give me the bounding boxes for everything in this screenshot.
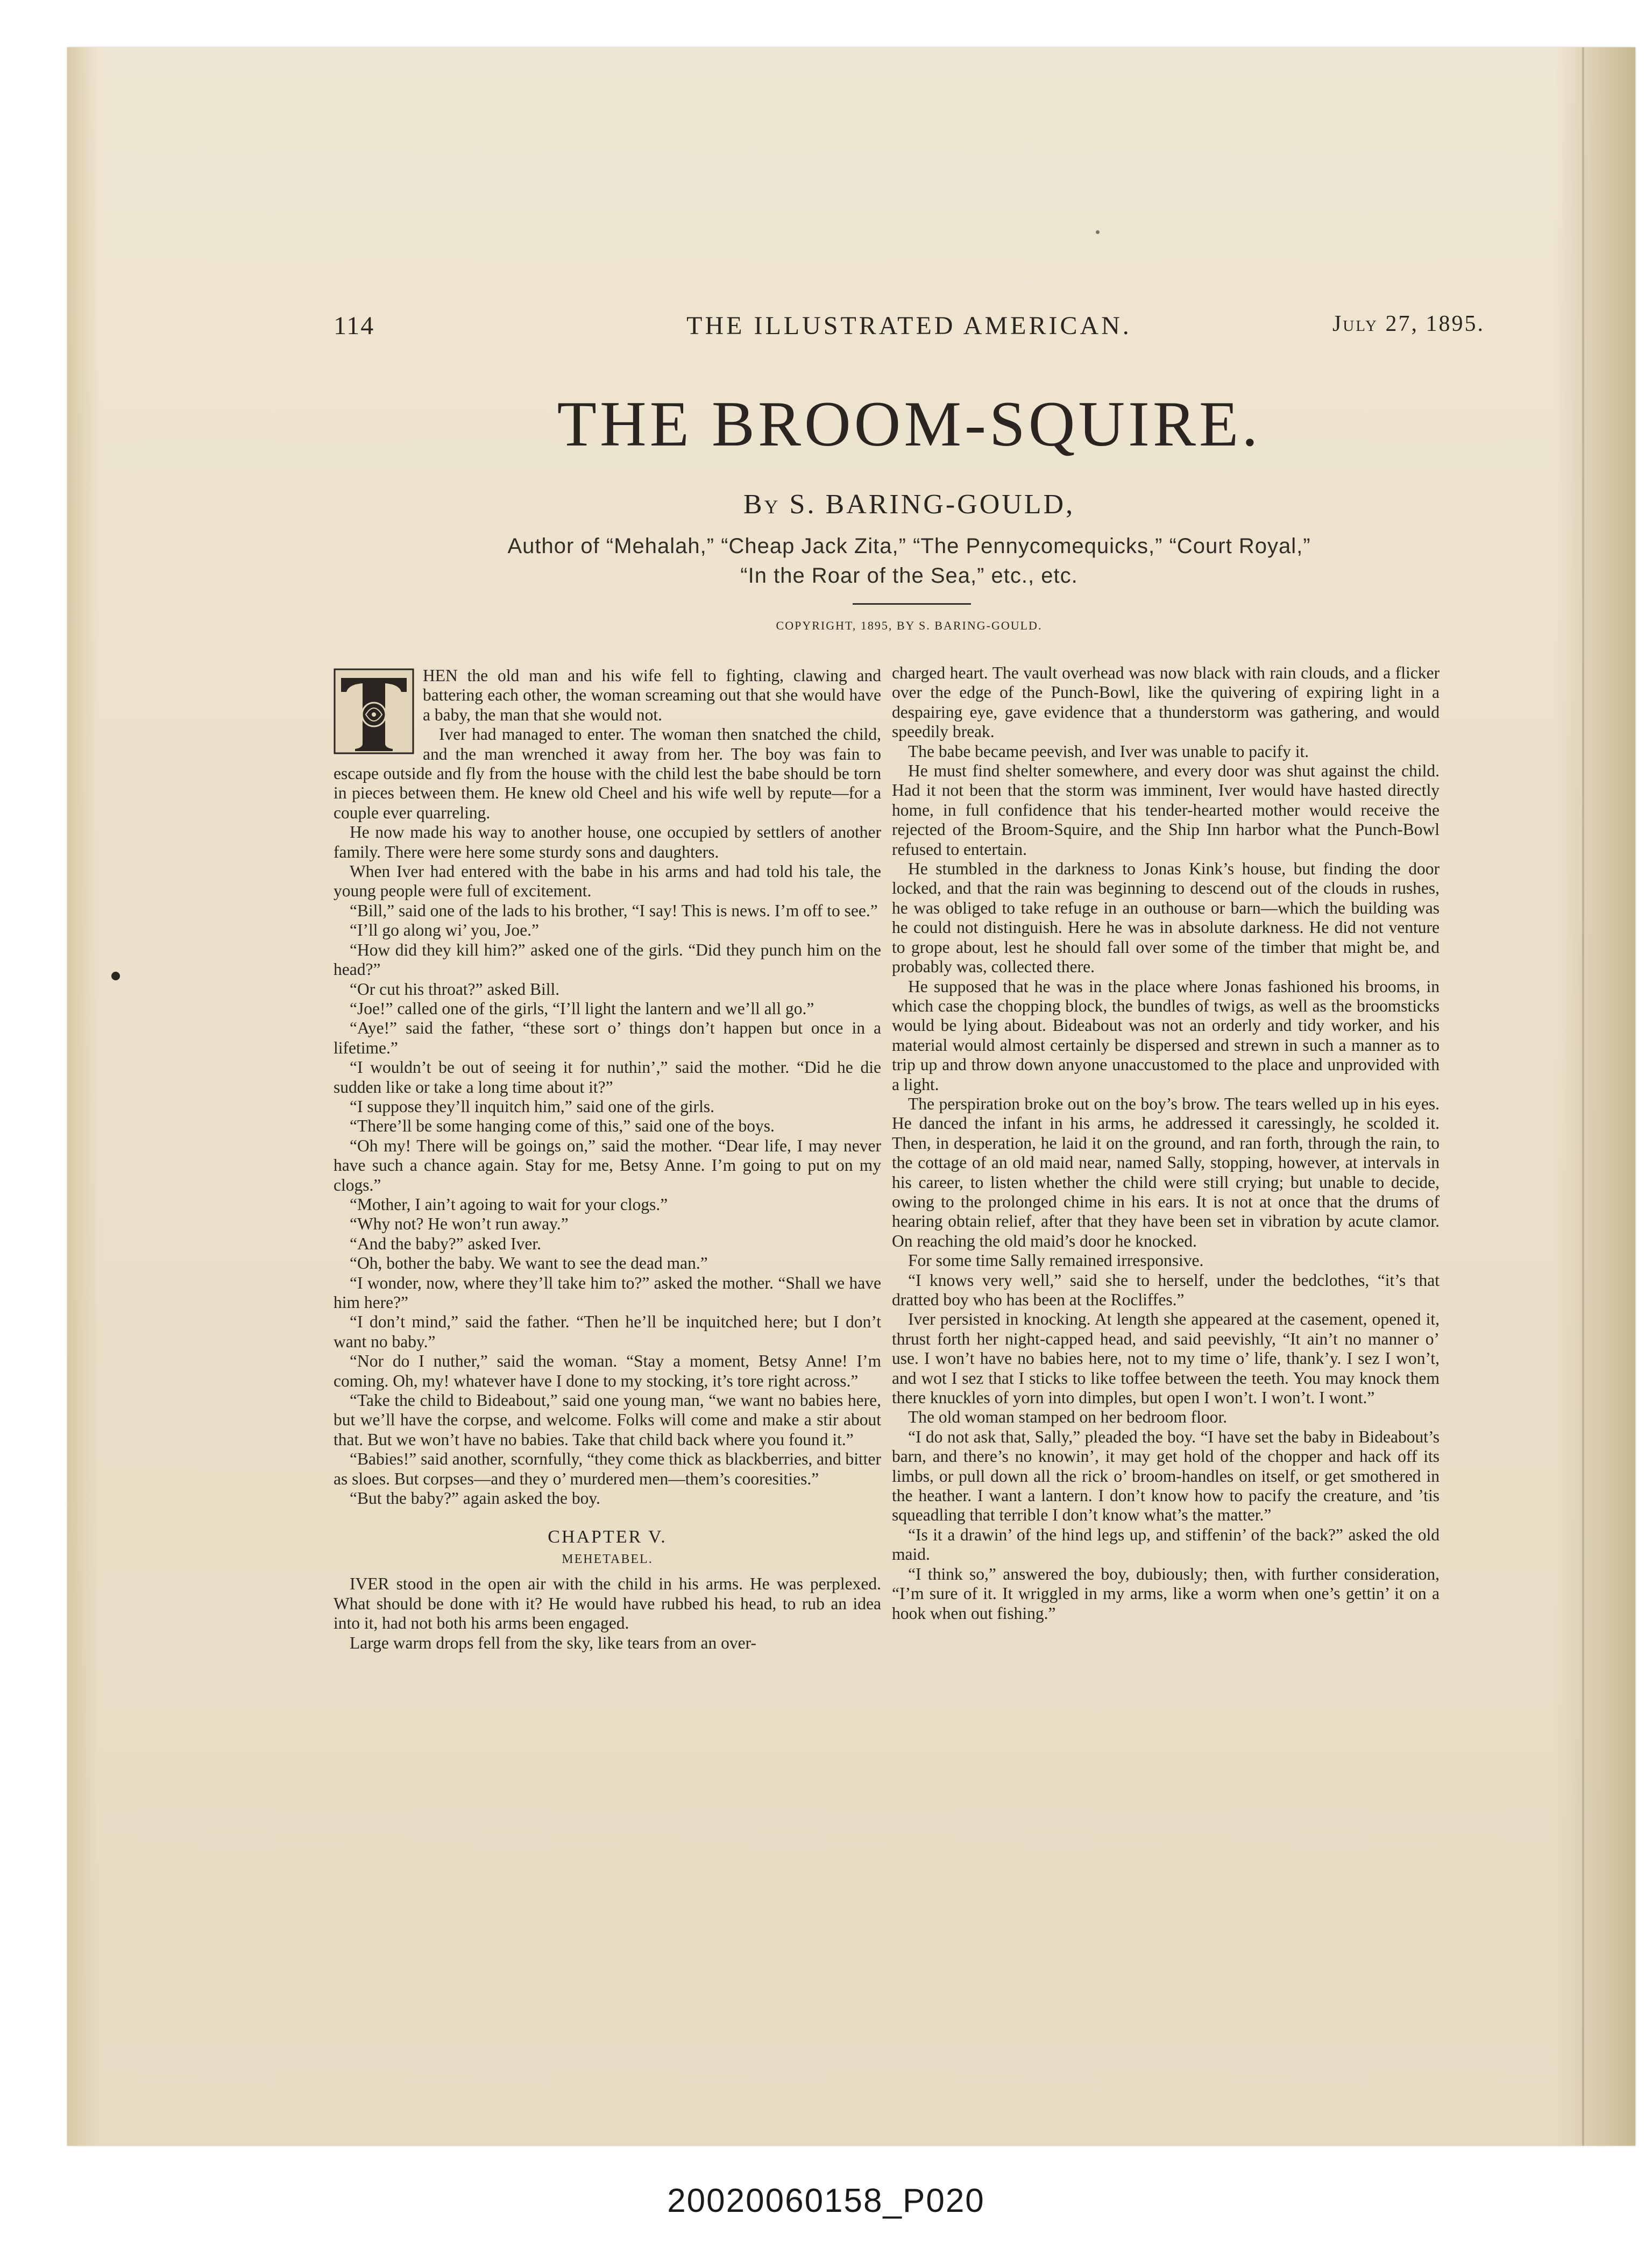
paragraph: He must find shelter somewhere, and every door was shut against the child. Had it not been that the storm was imminent, Iver would have hasted directly home, in full confidence that his tender-hearted mother would receive the rejected of the Broom-Squire, and the Ship Inn harbor what the Punch-Bowl refused to entertain. xyxy=(892,761,1440,859)
paragraph: “There’ll be some hanging come of this,” said one of the boys. xyxy=(350,1116,775,1136)
article-title: THE BROOM-SQUIRE. xyxy=(557,388,1261,459)
paragraph: When Iver had entered with the babe in his arms and had told his tale, the young people were full of excitement. xyxy=(334,862,881,901)
chapter-text xyxy=(334,1574,881,1653)
catalog-id: 20020060158_P020 xyxy=(667,2182,985,2219)
ink-speck xyxy=(1096,230,1100,234)
paragraph: “I’ll go along wi’ you, Joe.” xyxy=(350,921,539,940)
title-rule xyxy=(853,603,971,605)
paragraph: “Aye!” said the father, “these sort o’ things don’t happen but once in a lifetime.” xyxy=(334,1019,881,1057)
paragraph: The perspiration broke out on the boy’s brow. The tears welled up in his eyes. He danced the infant in his arms, he addressed it caressingly, he scolded it. Then, in desperation, he laid it on the ground, and ran forth, through the rain, to the cottage of an old maid near, named Sally, stopping, however, at intervals in his career, to listen whether the child were still crying; but unable to decide, owing to the prolonged chime in his ears. It is not at once that the drums of hearing obtain relief, after that they have been set in vibration by acute clamor. On reaching the old maid’s door he knocked. xyxy=(892,1094,1440,1250)
paragraph: “Babies!” said another, scornfully, “they come thick as blackberries, and bitter as sloes. But corpses—and they o’ murdered men—them’s cooresities.” xyxy=(334,1449,881,1488)
paragraph: “Why not? He won’t run away.” xyxy=(350,1214,569,1234)
paragraph: “Bill,” said one of the lads to his brother, “I say! This is news. I’m off to see.” xyxy=(350,901,878,920)
author-works-line-2: “In the Roar of the Sea,” etc., etc. xyxy=(740,564,1078,588)
paragraph: charged heart. The vault overhead was now black with rain clouds, and a flicker over the edge of the Punch-Bowl, like the quivering of expiring light in a despairing eye, gave evidence that a thunderstorm was gathering, and would speedily break. xyxy=(892,663,1440,741)
paragraph: HEN the old man and his wife fell to fighting, clawing and battering each other, the woman screaming out that she would have a baby, the man that she would not. xyxy=(423,666,881,724)
issue-date: July 27, 1895. xyxy=(1332,312,1485,336)
page-fold-line xyxy=(1582,47,1584,2146)
right-column xyxy=(892,663,1440,1623)
paragraph: “But the baby?” again asked the boy. xyxy=(350,1489,600,1508)
page-left-edge xyxy=(67,47,100,2146)
paragraph: “I don’t mind,” said the father. “Then he’ll be inquitched here; but I don’t want no baby.” xyxy=(334,1312,881,1351)
publication-name: THE ILLUSTRATED AMERICAN. xyxy=(686,312,1132,340)
chapter-subheading: MEHETABEL. xyxy=(562,1552,653,1566)
left-column-text xyxy=(334,666,881,1508)
copyright-notice: COPYRIGHT, 1895, BY S. BARING-GOULD. xyxy=(776,619,1043,632)
paragraph: For some time Sally remained irresponsive. xyxy=(908,1251,1204,1270)
article-byline: By S. BARING-GOULD, xyxy=(743,489,1075,520)
paragraph: The old woman stamped on her bedroom floor. xyxy=(908,1408,1228,1427)
page-spine-shadow xyxy=(1555,47,1635,2146)
paragraph: He now made his way to another house, one occupied by settlers of another family. There were here some sturdy sons and daughters. xyxy=(334,823,881,861)
paragraph: “Joe!” called one of the girls, “I’ll light the lantern and we’ll all go.” xyxy=(350,999,814,1018)
paragraph: He supposed that he was in the place where Jonas fashioned his brooms, in which case the chopping block, the bundles of twigs, as well as the broomsticks would be lying about. Bideabout was not an orderly and tidy worker, and his material would almost certainly be dispersed and strewn in such a manner as to trip up and throw down anyone unaccustomed to the place and unprovided with a light. xyxy=(892,977,1440,1094)
page-number: 114 xyxy=(334,312,375,340)
paragraph: “I suppose they’ll inquitch him,” said one of the girls. xyxy=(350,1097,714,1116)
paragraph: “Take the child to Bideabout,” said one young man, “we want no babies here, but we’ll have the corpse, and welcome. Folks will come and make a stir about that. But we won’t have no babies. Take that child back where you found it.” xyxy=(334,1391,881,1449)
paragraph: “I do not ask that, Sally,” pleaded the boy. “I have set the baby in Bideabout’s barn, and there’s no knowin’, it may get hold of the chopper and hack off its limbs, or pull down all the rick o’ broom-handles on itself, or get smothered in the heather. I want a lantern. I don’t know how to pacify the creature, and ’tis squeadling that terrible I don’t know what’s the matter.” xyxy=(892,1427,1440,1525)
paragraph: “Mother, I ain’t agoing to wait for your clogs.” xyxy=(350,1194,668,1214)
paragraph: “Or cut his throat?” asked Bill. xyxy=(350,979,560,999)
running-head xyxy=(334,311,1485,343)
paragraph: He stumbled in the darkness to Jonas Kink’s house, but finding the door locked, and that the rain was beginning to descend out of the clouds in rushes, he was obliged to take refuge in an outhouse or barn—which the building was he could not distinguish. Here he was in absolute darkness. He did not venture to grope about, lest he should fall over some of the timber that might be, and probably was, collected there. xyxy=(892,859,1440,977)
magazine-page xyxy=(67,47,1635,2146)
paragraph: “I think so,” answered the boy, dubiously; then, with further consideration, “I’m sure of it. It wriggled in my arms, like a worm when one’s gettin’ it on a hook when out fishing.” xyxy=(892,1564,1440,1623)
paragraph: Iver had managed to enter. The woman then snatched the child, and the man wrenched it away from her. The boy was fain to escape outside and fly from the house with the child lest the babe should be torn in pieces between them. He knew old Cheel and his wife well by repute—for a couple ever quarreling. xyxy=(334,725,881,822)
page-content xyxy=(334,263,1485,1957)
right-column-text xyxy=(892,663,1440,1623)
paragraph: “Nor do I nuther,” said the woman. “Stay a moment, Betsy Anne! I’m coming. Oh, my! whatever have I done to my stocking, it’s tore right across.” xyxy=(334,1352,881,1390)
ink-speck xyxy=(111,972,120,980)
left-column xyxy=(334,666,881,1653)
paragraph: “I wouldn’t be out of seeing it for nuthin’,” said the mother. “Did he die sudden like or take a long time about it?” xyxy=(334,1058,881,1097)
author-works-line-1: Author of “Mehalah,” “Cheap Jack Zita,” “The Pennycomequicks,” “Court Royal,” xyxy=(507,534,1311,558)
paragraph: The babe became peevish, and Iver was unable to pacify it. xyxy=(908,741,1309,761)
paragraph: “And the baby?” asked Iver. xyxy=(350,1234,541,1253)
paragraph: “Oh, bother the baby. We want to see the dead man.” xyxy=(350,1254,708,1273)
paragraph: Large warm drops fell from the sky, like tears from an over- xyxy=(350,1633,756,1652)
paragraph: “Is it a drawin’ of the hind legs up, and stiffenin’ of the back?” asked the old maid. xyxy=(892,1525,1440,1564)
paragraph: IVER stood in the open air with the child in his arms. He was perplexed. What should be done with it? He would have rubbed his head, to rub an idea into it, had not both his arms been engaged. xyxy=(334,1574,881,1633)
paragraph: “I knows very well,” said she to herself, under the bedclothes, “it’s that dratted boy who has been at the Rocliffes.” xyxy=(892,1270,1440,1309)
ornamental-drop-cap-t-icon xyxy=(334,668,414,754)
paragraph: Iver persisted in knocking. At length she appeared at the casement, opened it, thrust forth her night-capped head, and said peevishly, “It ain’t no manner o’ use. I won’t have no babies here, not to my time o’ life, thank’y. I sez I won’t, and wot I sez that I sticks to like toffee between the teeth. You may knock them there knuckles of yorn into dimples, but open I won’t. I won’t. I wont.” xyxy=(892,1310,1440,1408)
paragraph: “Oh my! There will be goings on,” said the mother. “Dear life, I may never have such a chance again. Stay for me, Betsy Anne. I’m going to put on my clogs.” xyxy=(334,1136,881,1194)
paragraph: “How did they kill him?” asked one of the girls. “Did they punch him on the head?” xyxy=(334,940,881,979)
chapter-heading: CHAPTER V. xyxy=(548,1527,667,1547)
paragraph: “I wonder, now, where they’ll take him to?” asked the mother. “Shall we have him here?” xyxy=(334,1273,881,1312)
